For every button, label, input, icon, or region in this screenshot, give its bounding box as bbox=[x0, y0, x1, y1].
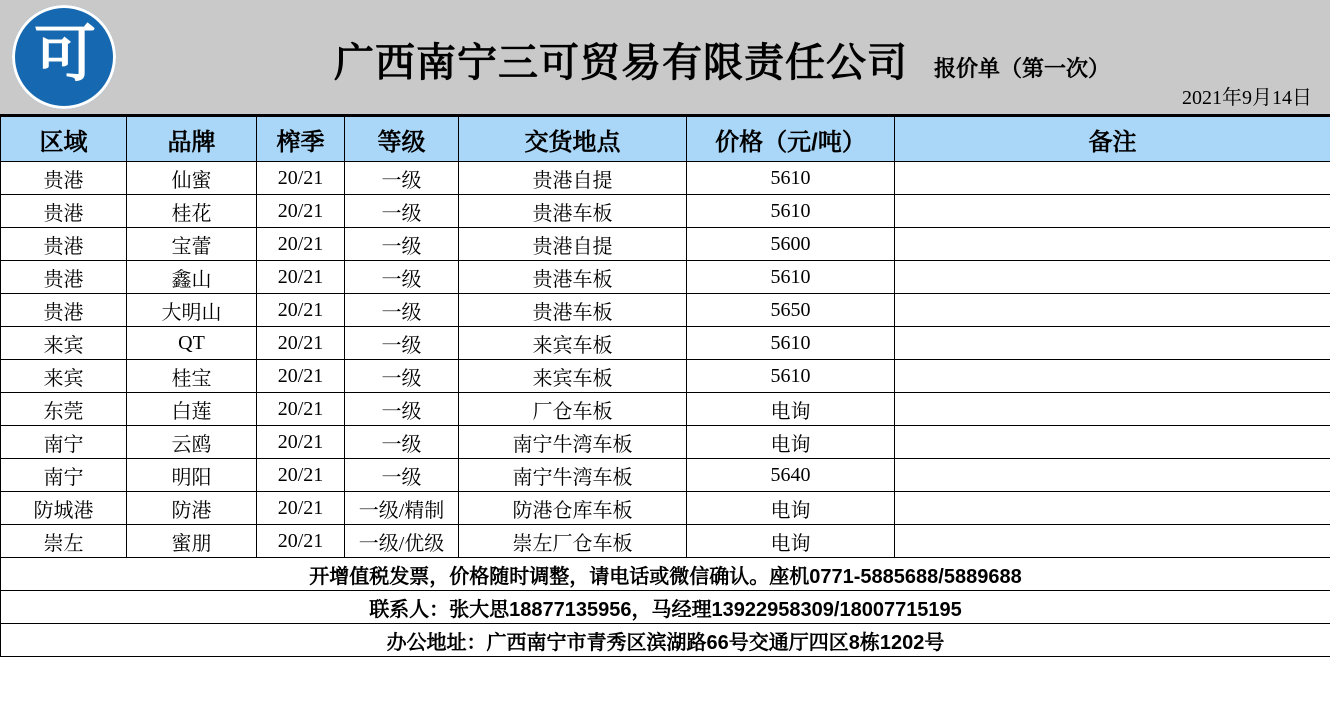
cell-grade: 一级 bbox=[345, 261, 459, 294]
cell-region: 崇左 bbox=[1, 525, 127, 558]
cell-season: 20/21 bbox=[257, 393, 345, 426]
cell-region: 东莞 bbox=[1, 393, 127, 426]
cell-remark bbox=[895, 525, 1330, 558]
cell-brand: 宝蕾 bbox=[127, 228, 257, 261]
cell-region: 贵港 bbox=[1, 195, 127, 228]
cell-region: 贵港 bbox=[1, 228, 127, 261]
cell-price: 电询 bbox=[687, 492, 895, 525]
cell-grade: 一级/优级 bbox=[345, 525, 459, 558]
cell-brand: 大明山 bbox=[127, 294, 257, 327]
table-row bbox=[1, 162, 1330, 195]
cell-delivery-place: 南宁牛湾车板 bbox=[459, 459, 687, 492]
cell-delivery-place: 南宁牛湾车板 bbox=[459, 426, 687, 459]
document-header bbox=[0, 0, 1330, 116]
cell-region: 来宾 bbox=[1, 360, 127, 393]
cell-region: 南宁 bbox=[1, 426, 127, 459]
cell-season: 20/21 bbox=[257, 492, 345, 525]
cell-season: 20/21 bbox=[257, 525, 345, 558]
cell-remark bbox=[895, 459, 1330, 492]
document-subtitle: 报价单（第一次） bbox=[933, 55, 1110, 81]
cell-price: 5640 bbox=[687, 459, 895, 492]
cell-remark bbox=[895, 162, 1330, 195]
footer-note-invoice: 开增值税发票，价格随时调整，请电话或微信确认。座机0771-5885688/5889688 bbox=[1, 558, 1330, 591]
table-row bbox=[1, 426, 1330, 459]
cell-price: 5600 bbox=[687, 228, 895, 261]
cell-delivery-place: 防港仓库车板 bbox=[459, 492, 687, 525]
cell-brand: 桂花 bbox=[127, 195, 257, 228]
price-table bbox=[0, 116, 1330, 657]
cell-price: 电询 bbox=[687, 393, 895, 426]
logo-glyph: 可 bbox=[33, 21, 94, 89]
cell-price: 电询 bbox=[687, 426, 895, 459]
table-row bbox=[1, 327, 1330, 360]
cell-brand: 鑫山 bbox=[127, 261, 257, 294]
cell-season: 20/21 bbox=[257, 195, 345, 228]
table-body bbox=[1, 162, 1330, 657]
column-header-grade: 等级 bbox=[345, 117, 459, 162]
cell-season: 20/21 bbox=[257, 162, 345, 195]
cell-remark bbox=[895, 393, 1330, 426]
cell-brand: 防港 bbox=[127, 492, 257, 525]
cell-delivery-place: 厂仓车板 bbox=[459, 393, 687, 426]
cell-remark bbox=[895, 195, 1330, 228]
cell-delivery-place: 来宾车板 bbox=[459, 327, 687, 360]
table-row bbox=[1, 294, 1330, 327]
table-row bbox=[1, 228, 1330, 261]
cell-remark bbox=[895, 294, 1330, 327]
cell-price: 5650 bbox=[687, 294, 895, 327]
table-row bbox=[1, 525, 1330, 558]
footer-note-contacts: 联系人：张大思18877135956，马经理13922958309/18007715195 bbox=[1, 591, 1330, 624]
cell-grade: 一级 bbox=[345, 426, 459, 459]
logo-circle-icon bbox=[12, 5, 116, 109]
cell-remark bbox=[895, 261, 1330, 294]
cell-region: 贵港 bbox=[1, 162, 127, 195]
column-header-remark: 备注 bbox=[895, 117, 1330, 162]
title-row bbox=[128, 31, 1316, 88]
cell-remark bbox=[895, 360, 1330, 393]
footer-contact-row bbox=[1, 591, 1330, 624]
cell-price: 5610 bbox=[687, 327, 895, 360]
cell-brand: 云鸥 bbox=[127, 426, 257, 459]
table-row bbox=[1, 360, 1330, 393]
cell-brand: 仙蜜 bbox=[127, 162, 257, 195]
cell-delivery-place: 来宾车板 bbox=[459, 360, 687, 393]
cell-season: 20/21 bbox=[257, 426, 345, 459]
column-header-brand: 品牌 bbox=[127, 117, 257, 162]
cell-region: 南宁 bbox=[1, 459, 127, 492]
cell-grade: 一级 bbox=[345, 162, 459, 195]
cell-grade: 一级 bbox=[345, 294, 459, 327]
cell-brand: QT bbox=[127, 327, 257, 360]
cell-brand: 桂宝 bbox=[127, 360, 257, 393]
cell-region: 贵港 bbox=[1, 294, 127, 327]
cell-season: 20/21 bbox=[257, 261, 345, 294]
cell-brand: 白莲 bbox=[127, 393, 257, 426]
cell-grade: 一级 bbox=[345, 195, 459, 228]
cell-grade: 一级 bbox=[345, 228, 459, 261]
cell-price: 5610 bbox=[687, 360, 895, 393]
cell-price: 5610 bbox=[687, 162, 895, 195]
cell-price: 5610 bbox=[687, 195, 895, 228]
cell-delivery-place: 贵港车板 bbox=[459, 195, 687, 228]
footer-note-address: 办公地址：广西南宁市青秀区滨湖路66号交通厅四区8栋1202号 bbox=[1, 624, 1330, 657]
column-header-season: 榨季 bbox=[257, 117, 345, 162]
cell-grade: 一级 bbox=[345, 327, 459, 360]
cell-delivery-place: 贵港车板 bbox=[459, 261, 687, 294]
footer-note-row bbox=[1, 558, 1330, 591]
cell-brand: 蜜朋 bbox=[127, 525, 257, 558]
table-row bbox=[1, 261, 1330, 294]
table-header-row bbox=[1, 117, 1330, 162]
company-logo bbox=[0, 0, 128, 114]
cell-season: 20/21 bbox=[257, 360, 345, 393]
cell-season: 20/21 bbox=[257, 294, 345, 327]
cell-grade: 一级/精制 bbox=[345, 492, 459, 525]
title-area bbox=[128, 0, 1330, 114]
document-date: 2021年9月14日 bbox=[1182, 87, 1312, 109]
footer-address-row bbox=[1, 624, 1330, 657]
cell-season: 20/21 bbox=[257, 327, 345, 360]
cell-grade: 一级 bbox=[345, 459, 459, 492]
cell-grade: 一级 bbox=[345, 393, 459, 426]
cell-price: 5610 bbox=[687, 261, 895, 294]
cell-grade: 一级 bbox=[345, 360, 459, 393]
cell-delivery-place: 贵港自提 bbox=[459, 228, 687, 261]
column-header-delivery-place: 交货地点 bbox=[459, 117, 687, 162]
cell-delivery-place: 崇左厂仓车板 bbox=[459, 525, 687, 558]
table-row bbox=[1, 492, 1330, 525]
cell-remark bbox=[895, 228, 1330, 261]
cell-remark bbox=[895, 327, 1330, 360]
cell-region: 贵港 bbox=[1, 261, 127, 294]
table-row bbox=[1, 393, 1330, 426]
column-header-price: 价格（元/吨） bbox=[687, 117, 895, 162]
cell-season: 20/21 bbox=[257, 459, 345, 492]
cell-season: 20/21 bbox=[257, 228, 345, 261]
cell-brand: 明阳 bbox=[127, 459, 257, 492]
column-header-region: 区域 bbox=[1, 117, 127, 162]
cell-price: 电询 bbox=[687, 525, 895, 558]
cell-remark bbox=[895, 426, 1330, 459]
cell-remark bbox=[895, 492, 1330, 525]
cell-region: 防城港 bbox=[1, 492, 127, 525]
cell-delivery-place: 贵港车板 bbox=[459, 294, 687, 327]
cell-delivery-place: 贵港自提 bbox=[459, 162, 687, 195]
cell-region: 来宾 bbox=[1, 327, 127, 360]
page-title: 广西南宁三可贸易有限责任公司 bbox=[333, 40, 908, 85]
table-row bbox=[1, 195, 1330, 228]
table-row bbox=[1, 459, 1330, 492]
